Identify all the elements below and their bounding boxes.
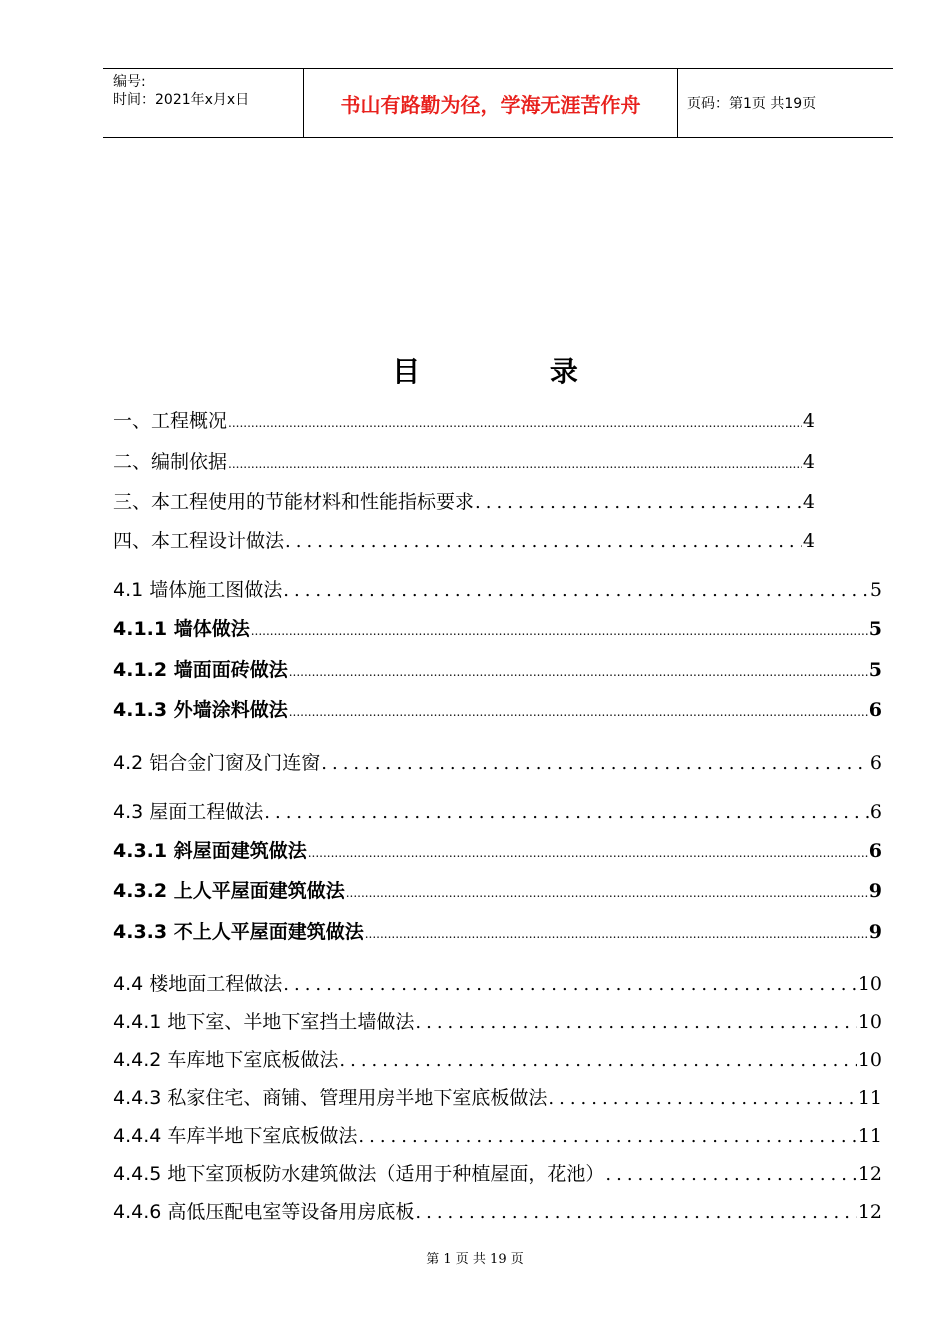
toc-entry-label: 4.1.2 墙面面砖做法 — [113, 659, 288, 681]
toc-entry-page: 12 — [857, 1163, 882, 1185]
toc-leader-dots — [228, 410, 802, 432]
time-label: 时间：2021年x月x日 — [113, 92, 250, 108]
toc-entry[interactable] — [113, 969, 882, 996]
number-label: 编号: — [113, 74, 146, 90]
toc-entry-page: 10 — [857, 973, 882, 995]
toc-entry-label: 四、本工程设计做法 — [113, 530, 285, 552]
toc-leader-dots — [475, 491, 802, 513]
toc-leader-dots — [289, 699, 868, 721]
toc-leader-dots — [358, 1125, 856, 1147]
toc-entry[interactable] — [113, 614, 882, 641]
toc-entry[interactable] — [113, 406, 815, 433]
toc-leader-dots — [415, 1201, 856, 1223]
toc-leader-dots — [415, 1011, 856, 1033]
toc-entry[interactable] — [113, 748, 882, 775]
toc-entry[interactable] — [113, 797, 882, 824]
header-motto: 书山有路勤为径，学海无涯苦作舟 — [304, 69, 678, 137]
toc-entry[interactable] — [113, 1121, 882, 1148]
toc-leader-dots — [285, 530, 802, 552]
toc-entry[interactable] — [113, 695, 882, 722]
toc-entry-label: 4.4.3 私家住宅、商铺、管理用房半地下室底板做法 — [113, 1087, 548, 1109]
page-footer: 第 1 页 共 19 页 — [426, 1252, 524, 1267]
toc-leader-dots — [339, 1049, 856, 1071]
toc-entry-page: 4 — [802, 410, 815, 432]
toc-entry-page: 6 — [868, 840, 882, 862]
toc-entry-page: 10 — [857, 1011, 882, 1033]
toc-entry[interactable] — [113, 1083, 882, 1110]
toc-entry-page: 4 — [802, 530, 815, 552]
toc-leader-dots — [283, 579, 869, 601]
toc-entry-page: 4 — [802, 451, 815, 473]
toc-entry-page: 5 — [869, 579, 882, 601]
toc-entry-label: 4.1.1 墙体做法 — [113, 618, 250, 640]
toc-entry[interactable] — [113, 1045, 882, 1072]
toc-entry-page: 12 — [857, 1201, 882, 1223]
toc-entry[interactable] — [113, 1197, 882, 1224]
toc-entry-label: 二、编制依据 — [113, 451, 228, 473]
toc-entry[interactable] — [113, 836, 882, 863]
page-header — [103, 68, 893, 138]
toc-entry-label: 4.1.3 外墙涂料做法 — [113, 699, 288, 721]
toc-entry-page: 4 — [802, 491, 815, 513]
toc-entry-page: 10 — [857, 1049, 882, 1071]
toc-entry-label: 4.4.6 高低压配电室等设备用房底板 — [113, 1201, 415, 1223]
toc-entry-label: 4.3.3 不上人平屋面建筑做法 — [113, 921, 364, 943]
toc-entry-label: 一、工程概况 — [113, 410, 228, 432]
toc-entry-page: 5 — [868, 618, 882, 640]
toc-entry-page: 6 — [869, 752, 882, 774]
toc-entry-label: 4.2 铝合金门窗及门连窗 — [113, 752, 321, 774]
toc-entry-label: 4.4.2 车库地下室底板做法 — [113, 1049, 339, 1071]
toc-entry-label: 三、本工程使用的节能材料和性能指标要求 — [113, 491, 475, 513]
toc-entry[interactable] — [113, 917, 882, 944]
toc-leader-dots — [251, 618, 868, 640]
toc-entry-label: 4.3.2 上人平屋面建筑做法 — [113, 880, 345, 902]
toc-entry-page: 6 — [869, 801, 882, 823]
toc-entry-page: 9 — [868, 880, 882, 902]
toc-entry[interactable] — [113, 876, 882, 903]
toc-entry[interactable] — [113, 447, 815, 474]
toc-entry-page: 9 — [868, 921, 882, 943]
toc-leader-dots — [346, 880, 868, 902]
toc-entry-page: 11 — [857, 1125, 882, 1147]
toc-entry-label: 4.4 楼地面工程做法 — [113, 973, 283, 995]
toc-leader-dots — [228, 451, 802, 473]
toc-entry[interactable] — [113, 655, 882, 682]
toc-leader-dots — [548, 1087, 856, 1109]
header-page-info: 页码：第1页 共19页 — [687, 96, 817, 112]
toc-leader-dots — [264, 801, 869, 823]
toc-entry[interactable] — [113, 487, 815, 514]
toc-entry[interactable] — [113, 575, 882, 602]
toc-entry-label: 4.4.4 车库半地下室底板做法 — [113, 1125, 358, 1147]
toc-entry-label: 4.1 墙体施工图做法 — [113, 579, 283, 601]
toc-leader-dots — [605, 1163, 856, 1185]
toc-entry-label: 4.4.1 地下室、半地下室挡土墙做法 — [113, 1011, 415, 1033]
toc-title: 目 录 — [392, 355, 638, 388]
toc-entry[interactable] — [113, 1159, 882, 1186]
toc-entry-label: 4.3 屋面工程做法 — [113, 801, 264, 823]
toc-entry-page: 11 — [857, 1087, 882, 1109]
toc-leader-dots — [289, 659, 868, 681]
toc-entry[interactable] — [113, 1007, 882, 1034]
toc-entry-label: 4.4.5 地下室顶板防水建筑做法（适用于种植屋面，花池） — [113, 1163, 605, 1185]
header-meta — [103, 69, 304, 137]
toc-entry-page: 6 — [868, 699, 882, 721]
toc-leader-dots — [308, 840, 868, 862]
toc-leader-dots — [365, 921, 868, 943]
toc-leader-dots — [283, 973, 857, 995]
toc-entry[interactable] — [113, 526, 815, 553]
toc-leader-dots — [321, 752, 869, 774]
toc-entry-page: 5 — [868, 659, 882, 681]
toc-entry-label: 4.3.1 斜屋面建筑做法 — [113, 840, 307, 862]
